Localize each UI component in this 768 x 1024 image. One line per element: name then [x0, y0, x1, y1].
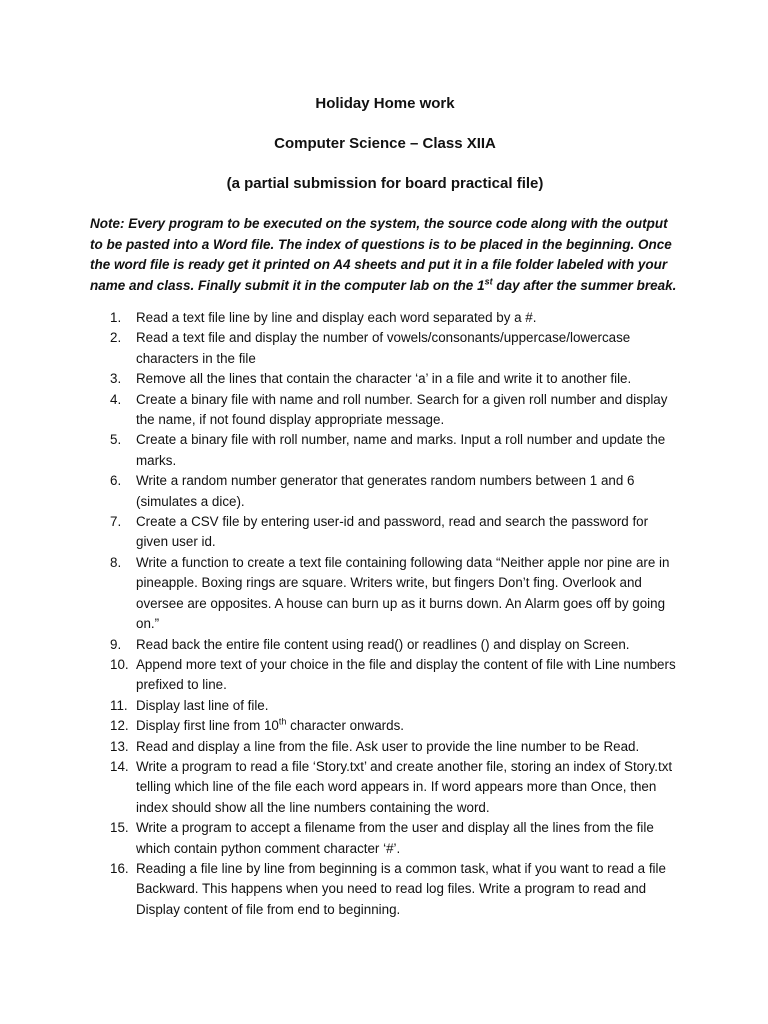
task-number: 7. [110, 514, 122, 530]
document-subtitle: Computer Science – Class XIIA [274, 135, 496, 152]
task-item [90, 757, 680, 818]
task-number: 9. [110, 636, 122, 652]
task-number: 10. [110, 656, 129, 672]
task-text: Remove all the lines that contain the character ‘a’ in a file and write it to another file. [136, 371, 632, 387]
task-item [90, 308, 680, 328]
task-number: 12. [110, 718, 129, 734]
task-item [90, 369, 680, 389]
task-number: 16. [110, 860, 129, 876]
task-item [90, 635, 680, 655]
task-text: Display last line of file. [136, 697, 269, 713]
task-item [90, 859, 680, 920]
task-text-end: character onwards. [286, 718, 404, 734]
note-text-end: day after the summer break. [492, 277, 677, 293]
submission-note: (a partial submission for board practical file) [226, 175, 544, 192]
task-item [90, 471, 680, 512]
task-number: 11. [110, 697, 128, 713]
task-number: 3. [110, 371, 122, 387]
task-text: Read a text file line by line and display each word separated by a #. [136, 310, 537, 325]
task-number: 5. [110, 432, 122, 448]
task-text: Read back the entire file content using read() or readlines () and display on Screen. [136, 636, 630, 652]
task-text: Write a program to read a file ‘Story.txt’ and create another file, storing an index of Story.txt telling which line of the file each word appears in. If word appears more than Once, then index should show all the line numbers containing the word. [136, 758, 673, 815]
task-item [90, 328, 680, 369]
task-item [90, 716, 680, 736]
task-text: Write a random number generator that generates random numbers between 1 and 6 (simulates a dice). [136, 473, 635, 509]
task-item [90, 696, 680, 716]
task-text: Create a CSV file by entering user-id and password, read and search the password for given user id. [136, 514, 649, 550]
task-item [90, 737, 680, 757]
document-title: Holiday Home work [315, 95, 455, 112]
note-text: Note: Every program to be executed on the system, the source code along with the output to be pasted into a Word file. The index of questions is to be placed in the beginning. Once the word file is ready get it printed on A4 sheets and put it in a file folder labeled with your name and class. Finally submit it in the computer lab on the 1 [90, 216, 672, 293]
task-text: Read and display a line from the file. Ask user to provide the line number to be Read. [136, 738, 640, 754]
task-text: Write a function to create a text file containing following data “Neither apple nor pine are in pineapple. Boxing rings are square. Writers write, but fingers Don’t fing. Overlook and oversee are opposites. A house can burn up as it burns down. An Alarm goes off by going on.” [136, 554, 670, 632]
task-item [90, 390, 680, 431]
task-list [90, 308, 680, 920]
task-item [90, 655, 680, 696]
task-number: 14. [110, 758, 129, 774]
task-text: Append more text of your choice in the file and display the content of file with Line numbers prefixed to line. [136, 656, 676, 693]
task-item [90, 430, 680, 471]
task-text: Write a program to accept a filename from the user and display all the lines from the file which contain python comment character ‘#’. [136, 820, 654, 856]
task-text: Read a text file and display the number of vowels/consonants/uppercase/lowercase characters in the file [136, 330, 631, 366]
task-text: Create a binary file with name and roll number. Search for a given roll number and display the name, if not found display appropriate message. [136, 391, 668, 428]
task-number: 4. [110, 391, 122, 407]
task-superscript: th [278, 716, 287, 727]
instructions-note [90, 214, 680, 296]
note-superscript: st [484, 276, 493, 286]
task-text: Reading a file line by line from beginning is a common task, what if you want to read a file Backward. This happens when you need to read log files. Write a program to read and Display content of file from end to beginning. [136, 860, 666, 917]
task-number: 2. [110, 330, 122, 346]
task-text: Display first line from 10 [136, 718, 279, 734]
task-number: 8. [110, 554, 122, 570]
task-number: 15. [110, 820, 129, 836]
task-text: Create a binary file with roll number, name and marks. Input a roll number and update the marks. [136, 432, 666, 468]
task-number: 6. [110, 473, 122, 489]
task-item [90, 818, 680, 859]
task-item [90, 553, 680, 635]
task-number: 1. [110, 310, 122, 325]
task-number: 13. [110, 738, 129, 754]
task-item [90, 512, 680, 553]
